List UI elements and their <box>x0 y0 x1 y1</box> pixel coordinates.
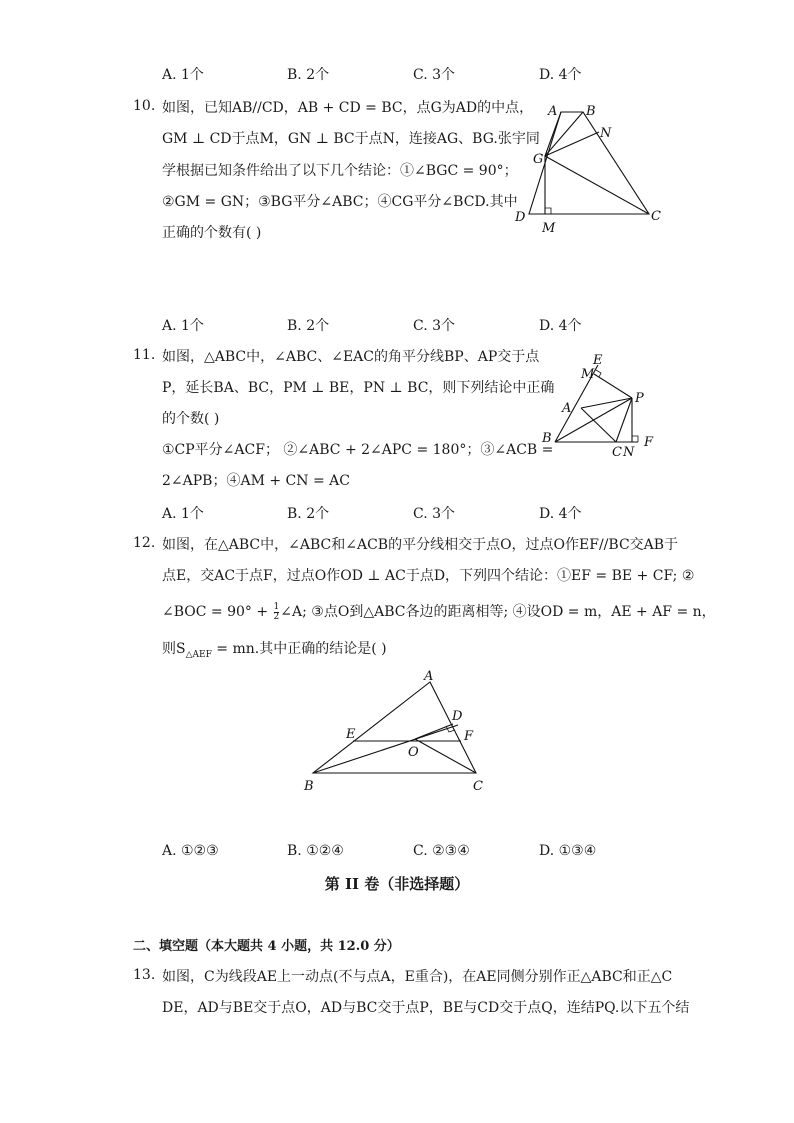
q12-fraction: $\frac{1}{2}$ <box>273 601 280 622</box>
q12-line-4: 则$S_{\triangle AEF}$ = mn.其中正确的结论是( ) <box>162 641 387 660</box>
q10-label-n: N <box>600 126 612 141</box>
q13-line-1: 如图，C为线段AE上一动点(不与点A，E重合)，在AE同侧分别作正△ABC和正△C <box>162 969 673 985</box>
q12-label-a: A <box>424 669 434 684</box>
q10-number: 10. <box>133 98 156 114</box>
q10-line-2: GM ⊥ CD于点M，GN ⊥ BC于点N，连接AG、BG.张宇同 <box>162 131 540 147</box>
q11-label-c: C <box>612 445 622 460</box>
q12-option-a: A. ①②③ <box>162 843 219 859</box>
section-2-title: 第 II 卷（非选择题） <box>324 875 470 893</box>
q10-line-3: 学根据已知条件给出了以下几个结论：①∠BGC = 90°； <box>162 163 518 179</box>
q10-trapezoid <box>529 112 649 214</box>
q11-line-5: 2∠APB；④AM + CN = AC <box>162 473 350 489</box>
q11-figure <box>538 350 668 460</box>
q11-label-e: E <box>593 353 603 368</box>
q10-segment-gc <box>545 156 649 214</box>
q12-line-2: 点E，交AC于点F，过点O作OD ⊥ AC于点D，下列四个结论：①EF = BE + CF; ② <box>162 568 695 584</box>
q10-label-b: B <box>586 104 596 119</box>
q11-label-a: A <box>562 401 572 416</box>
q11-label-n: N <box>623 445 635 460</box>
q12-segment-od <box>415 724 453 739</box>
q12-line-3-end: ∠A; ③点O到△ABC各边的距离相等; ④设OD = m，AE + AF = n， <box>280 604 716 620</box>
q10-line-5: 正确的个数有( ) <box>162 225 262 241</box>
q12-option-d: D. ①③④ <box>539 843 597 859</box>
q10-option-b: B. 2个 <box>287 318 330 334</box>
q10-label-m: M <box>542 221 556 236</box>
q12-number: 12. <box>133 535 156 551</box>
q11-option-c: C. 3个 <box>413 506 456 522</box>
q9-option-a: A. 1个 <box>162 67 204 83</box>
q11-label-m: M <box>581 367 595 382</box>
q11-line-2: P，延长BA、BC，PM ⊥ BE，PN ⊥ BC，则下列结论中正确 <box>162 380 555 396</box>
q10-label-d: D <box>515 210 526 225</box>
q11-line-1: 如图，△ABC中，∠ABC、∠EAC的角平分线BP、AP交于点 <box>162 349 540 365</box>
q12-label-e: E <box>346 727 356 742</box>
q12-label-c: C <box>473 779 483 794</box>
q12-line-3 <box>162 602 716 622</box>
q12-option-c: C. ②③④ <box>413 843 470 859</box>
q12-line-3-start: ∠BOC = 90° + <box>162 604 273 620</box>
q12-label-o: O <box>408 745 419 760</box>
q10-option-d: D. 4个 <box>539 318 582 334</box>
q9-option-c: C. 3个 <box>413 67 456 83</box>
q11-label-p: P <box>635 391 644 406</box>
q11-line-pm <box>594 374 632 398</box>
q12-option-b: B. ①②④ <box>287 843 344 859</box>
q11-line-3: 的个数( ) <box>162 411 220 427</box>
q13-line-2: DE，AD与BE交于点O，AD与BC交于点P，BE与CD交于点Q，连结PQ.以下五个结 <box>162 1000 690 1016</box>
q12-label-b: B <box>304 779 314 794</box>
q9-option-b: B. 2个 <box>287 67 330 83</box>
q12-segment-bo <box>313 725 458 773</box>
q13-number: 13. <box>133 967 156 983</box>
q10-figure <box>510 96 670 236</box>
q12-line-1: 如图，在△ABC中，∠ABC和∠ACB的平分线相交于点O，过点O作EF//BC交AB于 <box>162 537 679 553</box>
q11-option-a: A. 1个 <box>162 506 204 522</box>
q11-label-b: B <box>542 431 552 446</box>
q12-figure <box>296 668 506 798</box>
q11-label-f: F <box>644 435 654 450</box>
q10-option-a: A. 1个 <box>162 318 204 334</box>
q10-label-c: C <box>651 209 661 224</box>
q11-line-ac <box>581 408 616 442</box>
q10-label-g: G <box>533 152 544 167</box>
q12-label-d: D <box>452 709 463 724</box>
q10-label-a: A <box>548 104 558 119</box>
q11-line-4: ①CP平分∠ACF； ②∠ABC + 2∠APC = 180°；③∠ACB = <box>162 442 554 458</box>
q10-line-4: ②GM = GN；③BG平分∠ABC；④CG平分∠BCD.其中 <box>162 194 518 210</box>
q11-option-b: B. 2个 <box>287 506 330 522</box>
q12-label-f: F <box>464 729 474 744</box>
q11-option-d: D. 4个 <box>539 506 582 522</box>
part-2-heading: 二、填空题（本大题共 4 小题，共 12.0 分） <box>133 939 400 954</box>
q10-option-c: C. 3个 <box>413 318 456 334</box>
q11-line-cp <box>616 398 632 442</box>
q11-number: 11. <box>133 347 156 363</box>
q9-option-d: D. 4个 <box>539 67 582 83</box>
q10-line-1: 如图，已知AB//CD，AB + CD = BC，点G为AD的中点， <box>162 100 534 116</box>
